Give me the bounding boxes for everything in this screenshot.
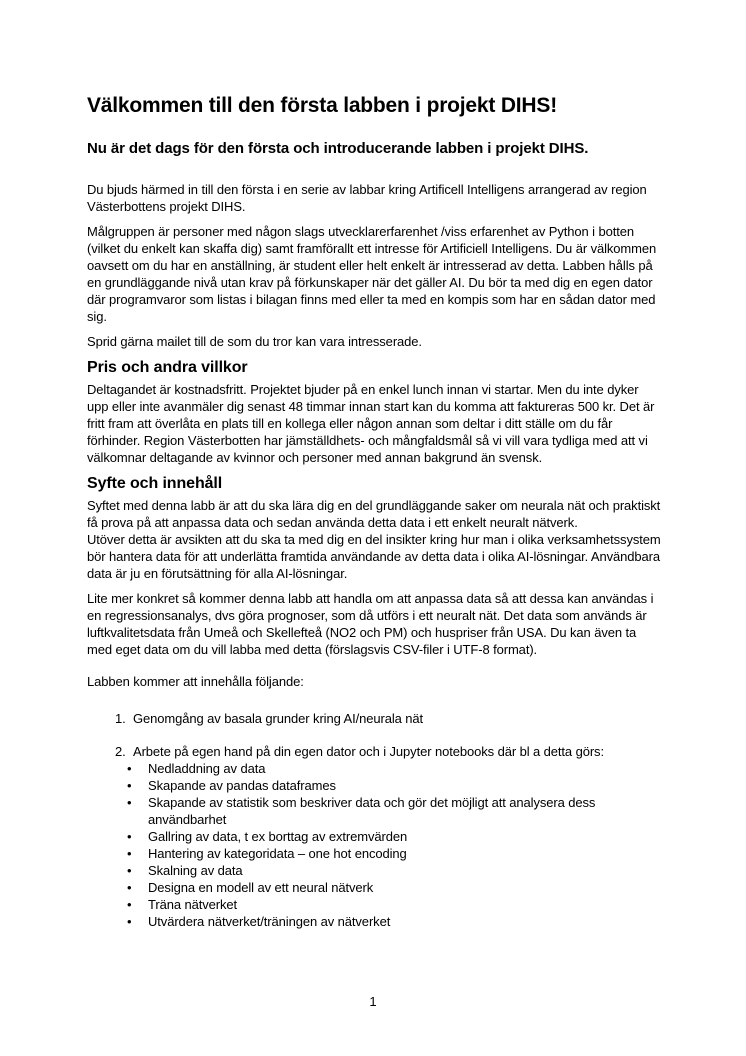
bullet-text: Designa en modell av ett neural nätverk [148, 880, 374, 895]
page-number: 1 [369, 994, 377, 1009]
bullet-marker: • [127, 778, 132, 793]
intro-lede: Nu är det dags för den första och introducerande labben i projekt DIHS. [87, 140, 589, 157]
numbered-item-1-text: Genomgång av basala grunder kring AI/neurala nät [133, 711, 424, 726]
bullet-text: Skapande av pandas dataframes [148, 778, 336, 793]
numbered-item-1-marker: 1. [115, 711, 126, 726]
bullet-text: Träna nätverket [148, 897, 238, 912]
bullet-item [87, 777, 661, 794]
document-content [87, 93, 661, 930]
numbered-list [87, 710, 661, 930]
bullet-text: Gallring av data, t ex borttag av extremvärden [148, 829, 408, 844]
bullet-marker: • [127, 829, 132, 844]
bullet-item [87, 879, 661, 896]
numbered-item-2-text: Arbete på egen hand på din egen dator och i Jupyter notebooks där bl a detta görs: [133, 744, 604, 759]
bullet-marker: • [127, 897, 132, 912]
page-title: Välkommen till den första labben i projekt DIHS! [87, 94, 557, 117]
bullet-list [87, 760, 661, 930]
bullet-item [87, 845, 661, 862]
bullet-text: Utvärdera nätverket/träningen av nätverket [148, 914, 391, 929]
paragraph-spread-word: Sprid gärna mailet till de som du tror kan vara intresserade. [87, 334, 422, 349]
bullet-marker: • [127, 863, 132, 878]
list-intro: Labben kommer att innehålla följande: [87, 674, 304, 689]
bullet-text: Hantering av kategoridata – one hot encoding [148, 846, 407, 861]
numbered-item-2-marker: 2. [115, 744, 126, 759]
paragraph-invitation: Du bjuds härmed in till den första i en serie av labbar kring Artificell Intelligens arrangerad av region Västerbottens projekt DIHS. [87, 182, 647, 214]
section-heading-purpose: Syfte och innehåll [87, 475, 223, 492]
section-price-body: Deltagandet är kostnadsfritt. Projektet bjuder på en enkel lunch innan vi startar. Men du inte dyker upp eller inte avanmäler dig senast 48 timmar innan start kan du komma att faktureras 500 kr. Det är fritt fram att överlåta en plats till en kollega eller någon annan som deltar i ditt ställe om du får förhinder. Region Västerbotten har jämställdhets- och mångfaldsmål så vi vill vara tydliga med att vi välkomnar deltagande av kvinnor och personer med annan bakgrund än svensk. [87, 382, 655, 465]
bullet-marker: • [127, 795, 132, 810]
bullet-item [87, 760, 661, 777]
section-purpose-body-3: Lite mer konkret så kommer denna labb att handla om att anpassa data så att dessa kan användas i en regressionsanalys, dvs göra prognoser, som då utförs i ett neuralt nät. Det data som används är luftkvalitetsdata från Umeå och Skellefteå (NO2 och PM) och huspriser från USA. Du kan även ta med eget data om du vill labba med detta (förslagsvis CSV-filer i UTF-8 format). [87, 591, 654, 657]
section-purpose-body-2: Utöver detta är avsikten att du ska ta med dig en del insikter kring hur man i olika verksamhetssystem bör hantera data för att underlätta framtida användande av detta data i olika AI-lösningar. Användbara data är ju en förutsättning för alla AI-lösningar. [87, 532, 661, 581]
bullet-marker: • [127, 880, 132, 895]
bullet-item [87, 896, 661, 913]
bullet-item [87, 828, 661, 845]
numbered-item-1 [87, 710, 661, 727]
bullet-item [87, 862, 661, 879]
section-purpose-body-1: Syftet med denna labb är att du ska lära dig en del grundläggande saker om neurala nät och praktiskt få prova på att anpassa data och sedan använda detta data i ett enkelt neuralt nätverk. [87, 498, 661, 530]
bullet-item [87, 794, 661, 828]
section-heading-price: Pris och andra villkor [87, 359, 248, 376]
bullet-text: Skalning av data [148, 863, 243, 878]
bullet-marker: • [127, 914, 132, 929]
bullet-marker: • [127, 846, 132, 861]
bullet-item [87, 913, 661, 930]
numbered-item-2 [87, 743, 661, 760]
paragraph-target-audience: Målgruppen är personer med någon slags utvecklarerfarenhet /viss erfarenhet av Python i botten (vilket du enkelt kan skaffa dig) samt framförallt ett intresse för Artificiell Intelligens. Du är välkommen oavsett om du har en anställning, är student eller helt enkelt är intresserad av detta. Labben hålls på en grundläggande nivå utan krav på förkunskaper när det gäller AI. Du bör ta med dig en egen dator där programvaror som listas i bilagan finns med eller ta med en kompis som har en sådan dator med sig. [87, 224, 657, 324]
bullet-text: Nedladdning av data [148, 761, 266, 776]
bullet-marker: • [127, 761, 132, 776]
bullet-text: Skapande av statistik som beskriver data och gör det möjligt att analysera dess användbarhet [148, 795, 596, 827]
